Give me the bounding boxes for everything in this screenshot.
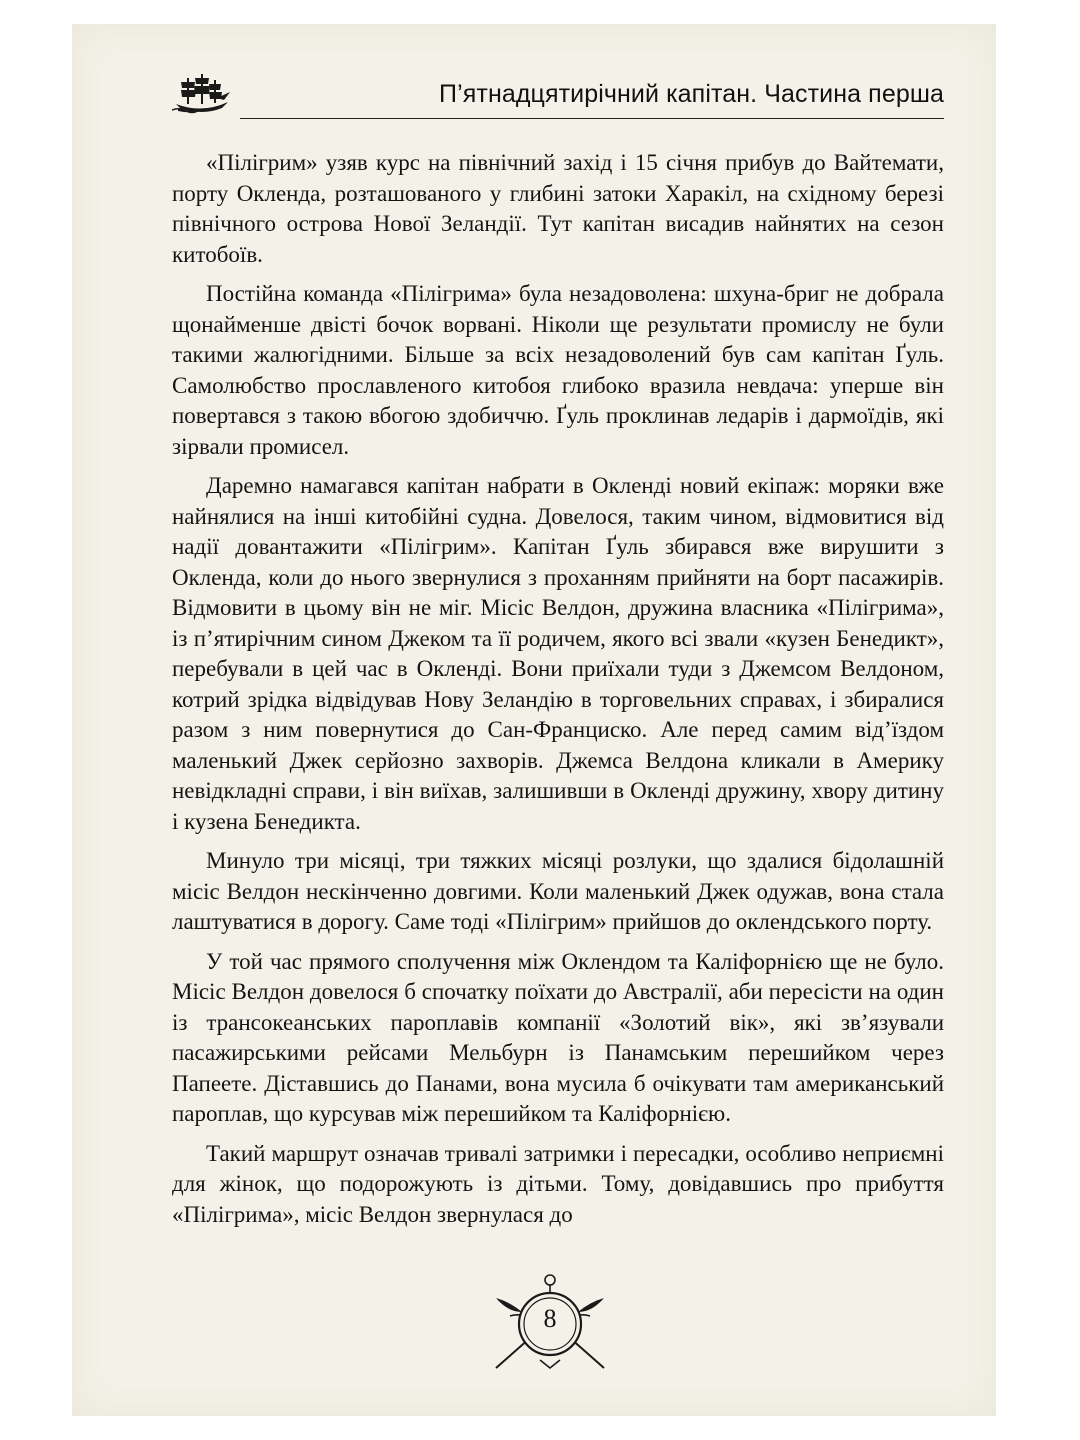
sailing-ship-icon	[172, 70, 232, 116]
page-header	[72, 70, 996, 130]
header-rule	[240, 118, 944, 119]
paragraph-1: «Пілігрим» узяв курс на північний захід і 15 січня прибув до Вайтемати, порту Окленда, розташованого у глибині затоки Харакіл, на східному березі північного острова Нової Зеландії. Тут капітан висадив найнятих на сезон китобоїв.	[172, 150, 944, 267]
body-text	[172, 148, 944, 1239]
book-page	[72, 24, 996, 1416]
paragraph-3: Даремно намагався капітан набрати в Окленді новий екіпаж: моряки вже найнялися на інші китобійні судна. Довелося, таким чином, відмовитися від надії довантажити «Пілігрим». Капітан Ґуль збирався вже вирушити з Окленда, коли до нього звернулися з проханням прийняти на борт пасажирів. Відмовити в цьому він не міг. Місіс Велдон, дружина власника «Пілігрима», із п’ятирічним сином Джеком та її родичем, якого всі звали «кузен Бенедикт», перебували в цей час в Окленді. Вони приїхали туди з Джемсом Велдоном, котрий зрідка відвідував Нову Зеландію в торговельних справах, і збиралися разом з ним повернутися до Сан-Франциско. Але перед самим від’їздом маленький Джек серйозно захворів. Джемса Велдона кликали в Америку невідкладні справи, і він виїхав, залишивши в Окленді дружину, хвору дитину і кузена Бенедикта.	[172, 473, 944, 834]
running-head: П’ятнадцятирічний капітан. Частина перша	[439, 80, 944, 108]
page-number-ornament	[490, 1268, 610, 1378]
paragraph-4: Минуло три місяці, три тяжких місяці розлуки, що здалися бідолашній місіс Велдон нескінченно довгими. Коли маленький Джек одужав, вона стала лаштуватися в дорогу. Саме тоді «Пілігрим» прийшов до оклендського порту.	[172, 848, 944, 934]
paragraph-5: У той час прямого сполучення між Оклендом та Каліфорнією ще не було. Місіс Велдон довелося б спочатку поїхати до Австралії, аби пересісти на один із трансокеанських пароплавів компанії «Золотий вік», які зв’язували пасажирськими рейсами Мельбурн із Панамським перешийком через Папеете. Діставшись до Панами, вона мусила б очікувати там американський пароплав, що курсував між перешийком та Каліфорнією.	[172, 948, 944, 1126]
paragraph-2: Постійна команда «Пілігрима» була незадоволена: шхуна-бриг не добрала щонайменше двісті бочок ворвані. Ніколи ще результати промислу не були такими жалюгідними. Більше за всіх незадоволений був сам капітан Ґуль. Самолюбство прославленого китобоя глибоко вразила невдача: уперше він повертався з такою вбогою здобиччю. Ґуль проклинав ледарів і дармоїдів, які зірвали промисел.	[172, 281, 944, 459]
paragraph-6: Такий маршрут означав тривалі затримки і пересадки, особливо неприємні для жінок, що подорожують із дітьми. Тому, довідавшись про прибуття «Пілігрима», місіс Велдон звернулася до	[172, 1140, 944, 1227]
page-number: 8	[543, 1304, 557, 1333]
